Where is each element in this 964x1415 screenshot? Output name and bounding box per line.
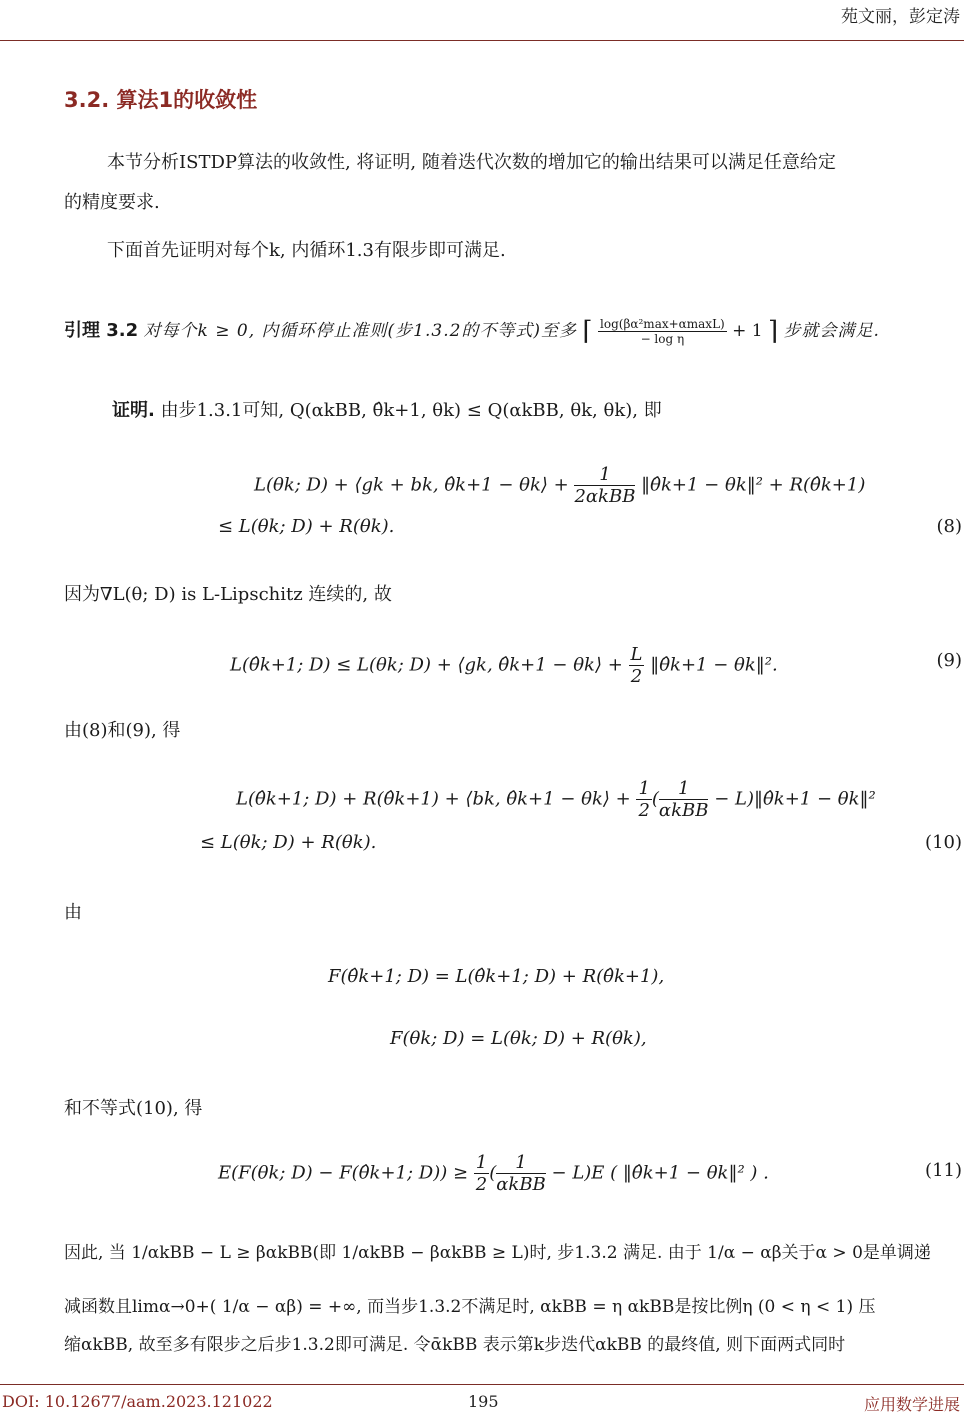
eq11-number: (11) [925, 1160, 962, 1181]
eq11-lhs: E(F(θk; D) − F(θ̂k+1; D)) ≥ [218, 1162, 469, 1184]
header-authors: 苑文丽，彭定涛 [841, 7, 960, 27]
eq11-fraction [496, 1152, 546, 1195]
eq8-number: (8) [936, 516, 962, 537]
eq8-fraction [574, 464, 635, 507]
eq10-line2: ≤ L(θk; D) + R(θk). [200, 832, 377, 853]
footer-doi-link[interactable]: DOI: 10.12677/aam.2023.121022 [2, 1392, 273, 1411]
eq11-half-den: 2 [475, 1174, 488, 1195]
you-line: 由 [64, 902, 82, 923]
lemma-frac-num: log(βα²max+αmaxL) [600, 317, 725, 331]
eq9-number: (9) [936, 650, 962, 671]
closing-line-3: 缩αkBB, 故至多有限步之后步1.3.2即可满足. 令ᾱkBB 表示第k步迭代αkBB 的最终值, 则下面两式同时 [64, 1335, 846, 1355]
next-paragraph [64, 234, 964, 268]
footer-divider [0, 1384, 964, 1385]
from-8-9-line: 由(8)和(9), 得 [64, 720, 181, 741]
eq8-lhs: L(θk; D) + ⟨gk + bk, θ̂k+1 − θk⟩ + [254, 474, 569, 496]
eq8-line1 [254, 464, 865, 507]
footer-page-number: 195 [468, 1392, 499, 1411]
eq10-line1 [236, 778, 876, 821]
eq10-paren: ( [651, 788, 659, 810]
proof-line [112, 394, 952, 428]
eq10-half-den: 2 [638, 800, 650, 821]
lipschitz-line: 因为∇L(θ; D) is L-Lipschitz 连续的, 故 [64, 584, 392, 605]
eq11 [218, 1152, 769, 1195]
eq8-tail: ‖θ̂k+1 − θk‖² + R(θ̂k+1) [641, 474, 866, 496]
eq11-half-num: 1 [475, 1152, 488, 1173]
intro-line-1: 本节分析ISTDP算法的收敛性, 将证明, 随着迭代次数的增加它的输出结果可以满足任意给定 [107, 152, 836, 173]
section-title: 3.2. 算法1的收敛性 [64, 88, 258, 112]
eq10-half [636, 778, 651, 821]
lemma-text-a: 对每个k ≥ 0, 内循环停止准则(步1.3.2的不等式)至多 [143, 321, 578, 341]
eq10-lhs: L(θ̂k+1; D) + R(θ̂k+1) + ⟨bk, θ̂k+1 − θk⟩ + [236, 788, 631, 810]
eq-F1: F(θ̂k+1; D) = L(θ̂k+1; D) + R(θ̂k+1), [328, 966, 665, 987]
closing-line-2: 减函数且limα→0+( 1/α − αβ) = +∞, 而当步1.3.2不满足时, αkBB = η αkBB是按比例η (0 < η < 1) 压 [64, 1297, 876, 1317]
eq11-frac-num: 1 [496, 1152, 546, 1174]
eq9-frac-den: 2 [630, 666, 643, 687]
eq10-number: (10) [925, 832, 962, 853]
from-10-line: 和不等式(10), 得 [64, 1098, 203, 1119]
eq9-frac-num: L [630, 644, 643, 665]
eq11-frac-den: αkBB [496, 1174, 546, 1195]
lemma-3-2 [64, 316, 880, 347]
eq10-half-num: 1 [638, 778, 650, 799]
intro-line-2: 的精度要求. [64, 192, 160, 213]
intro-paragraph-cont [64, 186, 964, 220]
eq8-frac-num: 1 [574, 464, 635, 486]
header-divider [0, 40, 964, 41]
eq9-fraction [629, 644, 645, 687]
eq9 [230, 644, 778, 687]
eq8-frac-den: 2αkBB [574, 486, 636, 507]
eq10-frac-den: αkBB [658, 800, 709, 821]
lemma-fraction [598, 317, 727, 346]
ceil-left: ⌈ [582, 316, 593, 347]
proof-text: 由步1.3.1可知, Q(αkBB, θ̂k+1, θk) ≤ Q(αkBB, θk, θk), 即 [160, 400, 662, 421]
lemma-plus-one: + 1 [732, 321, 763, 341]
eq11-half [474, 1152, 489, 1195]
proof-label: 证明. [112, 400, 155, 421]
eq11-paren: ( [489, 1162, 497, 1184]
eq8-line2: ≤ L(θk; D) + R(θk). [218, 516, 395, 537]
eq10-tail: − L)‖θ̂k+1 − θk‖² [714, 788, 876, 810]
eq10-frac-num: 1 [659, 778, 709, 800]
lemma-frac-den: − log η [640, 332, 685, 346]
footer-journal-name: 应用数学进展 [863, 1395, 960, 1414]
eq10-fraction [659, 778, 709, 821]
eq9-lhs: L(θ̂k+1; D) ≤ L(θk; D) + ⟨gk, θ̂k+1 − θk⟩ + [230, 654, 623, 676]
closing-line-1: 因此, 当 1/αkBB − L ≥ βαkBB(即 1/αkBB − βαkBB ≥ L)时, 步1.3.2 满足. 由于 1/α − αβ关于α > 0是单调递 [64, 1243, 931, 1263]
eq-F2: F(θk; D) = L(θk; D) + R(θk), [390, 1028, 647, 1049]
lemma-label: 引理 3.2 [64, 320, 139, 341]
intro-paragraph [64, 146, 964, 180]
lemma-text-b: 步就会满足. [783, 321, 880, 341]
eq9-tail: ‖θ̂k+1 − θk‖². [650, 654, 778, 676]
eq11-tail: − L)E ( ‖θ̂k+1 − θk‖² ) . [551, 1162, 769, 1184]
next-line: 下面首先证明对每个k, 内循环1.3有限步即可满足. [107, 240, 506, 261]
ceil-right: ⌉ [768, 316, 779, 347]
